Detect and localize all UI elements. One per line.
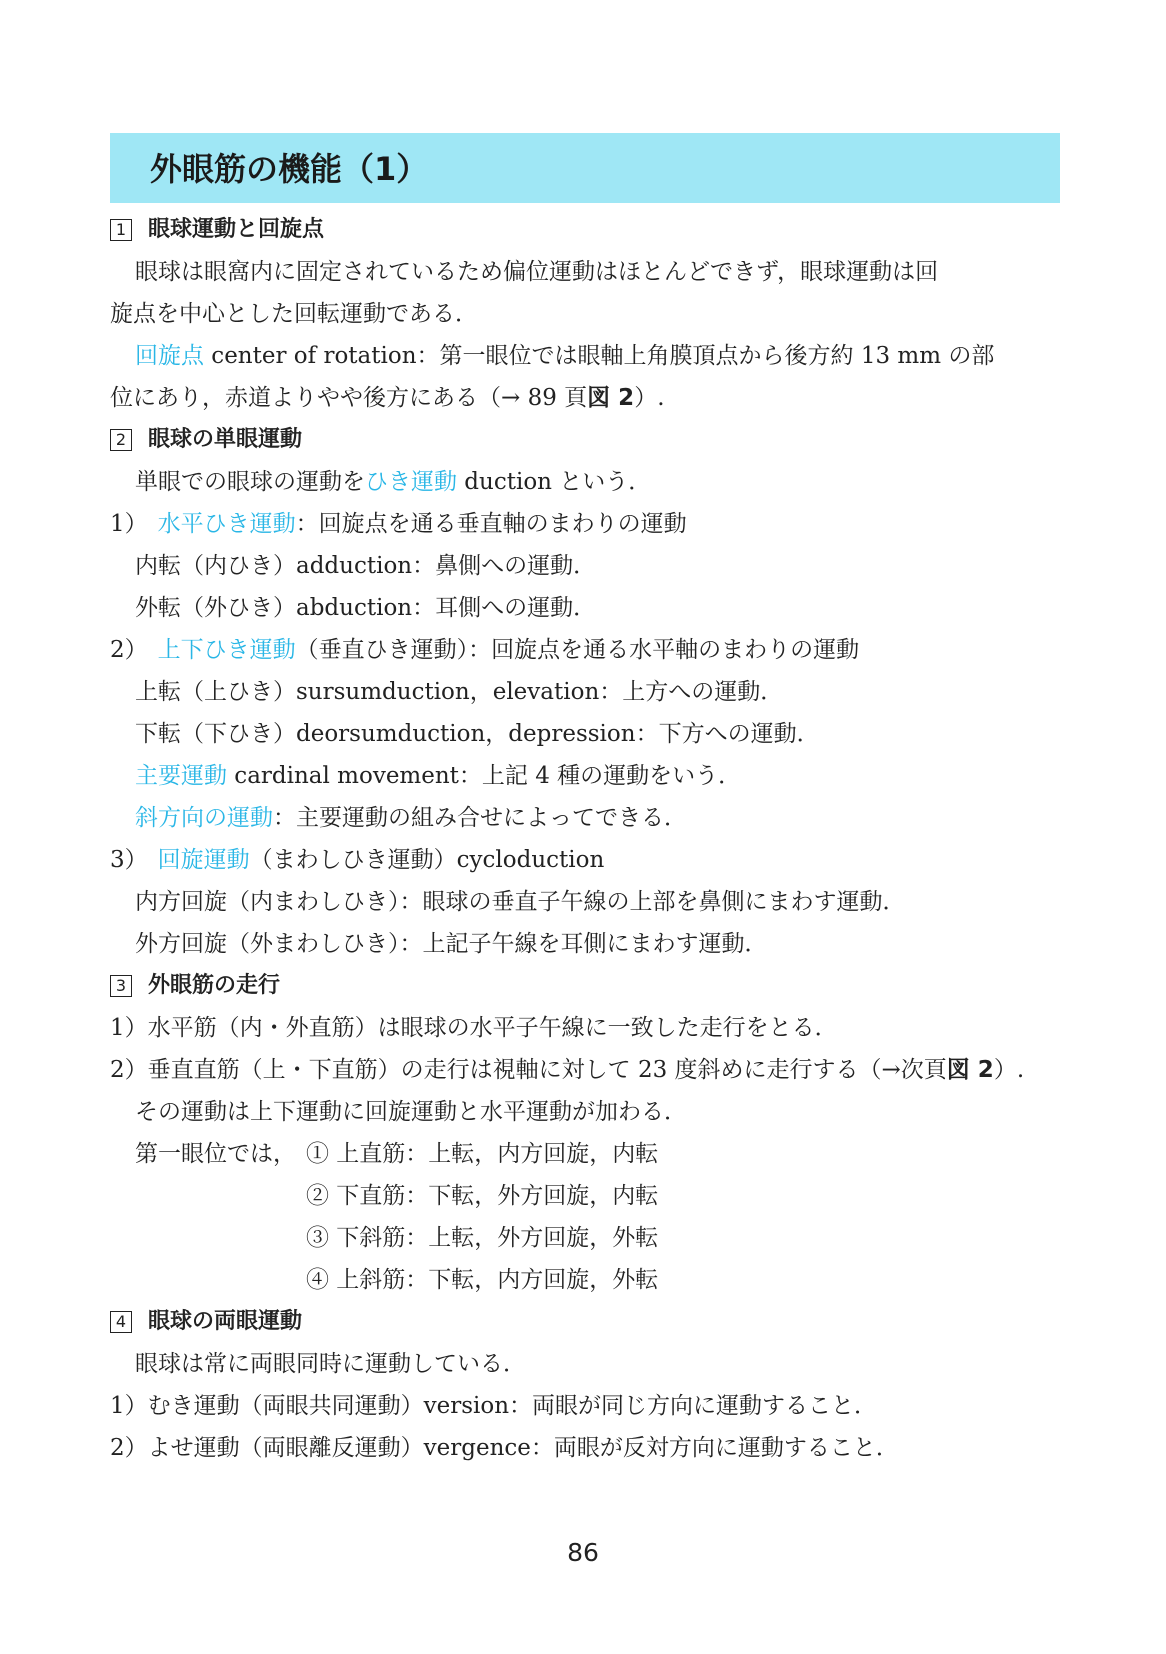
paragraph-line: 下転（下ひき）deorsumduction，depression：下方への運動． (135, 721, 820, 747)
muscle-line: ③ 下斜筋：上転，外方回旋，外転 (306, 1225, 659, 1251)
section-heading-text: 眼球の両眼運動 (148, 1309, 303, 1334)
term-highlight: 斜方向の運動 (135, 805, 273, 831)
paragraph-line: 眼球は常に両眼同時に運動している． (135, 1351, 526, 1377)
paragraph-line: 外転（外ひき）abduction：耳側への運動． (135, 595, 597, 621)
item-number: 3） (110, 847, 148, 873)
section-heading-text: 外眼筋の走行 (148, 973, 281, 998)
paragraph-line: 旋点を中心とした回転運動である． (110, 301, 478, 327)
muscle-line: ④ 上斜筋：下転，内方回旋，外転 (306, 1267, 659, 1293)
paragraph-line: 内方回旋（内まわしひき）：眼球の垂直子午線の上部を鼻側にまわす運動． (135, 889, 906, 915)
paragraph-line: 第一眼位では， (135, 1141, 296, 1167)
term-highlight: 水平ひき運動 (157, 511, 296, 537)
list-item (110, 1053, 1024, 1087)
figure-ref: 図 2 (587, 385, 635, 411)
text-span: ：主要運動の組み合せによってできる． (273, 805, 687, 831)
muscle-line: ① 上直筋：上転，内方回旋，内転 (306, 1141, 659, 1167)
muscle-line: ② 下直筋：下転，外方回旋，内転 (306, 1183, 659, 1209)
paragraph-line: 眼球は眼窩内に固定されているため偏位運動はほとんどできず，眼球運動は回 (135, 259, 939, 285)
term-highlight: 上下ひき運動 (157, 637, 296, 663)
text-span: center of rotation：第一眼位では眼軸上角膜頂点から後方約 13 mm の部 (204, 343, 995, 369)
paragraph-line (135, 465, 651, 499)
list-item: 1）むき運動（両眼共同運動）version：両眼が同じ方向に運動すること． (110, 1393, 878, 1419)
list-item (110, 633, 859, 667)
text-span: （垂直ひき運動）：回旋点を通る水平軸のまわりの運動 (295, 637, 860, 663)
text-span: ）. (993, 1057, 1025, 1083)
term-highlight: 回旋運動 (157, 847, 250, 873)
item-number: 2） (110, 637, 148, 663)
term-highlight: 回旋点 (135, 343, 204, 369)
text-span: （まわしひき運動）cycloduction (249, 847, 605, 873)
text-span: 位にあり，赤道よりやや後方にある（→ 89 頁 (110, 385, 588, 411)
figure-ref: 図 2 (946, 1057, 994, 1083)
text-span: duction という． (457, 469, 652, 495)
section-heading-text: 眼球の単眼運動 (148, 427, 303, 452)
paragraph-line (110, 381, 665, 415)
section-number-box: 4 (110, 1311, 132, 1333)
paragraph-line (135, 339, 994, 373)
paragraph-line: 内転（内ひき）adduction：鼻側への運動． (135, 553, 597, 579)
section-heading-text: 眼球運動と回旋点 (148, 217, 325, 242)
section-number-box: 2 (110, 429, 132, 451)
section-2-heading (110, 423, 302, 457)
page-title: 外眼筋の機能（1） (150, 150, 429, 188)
text-span: ）. (634, 385, 665, 411)
page-number: 86 (567, 1538, 599, 1567)
section-number-box: 3 (110, 975, 132, 997)
term-highlight: ひき運動 (365, 469, 457, 495)
section-4-heading (110, 1305, 302, 1339)
section-3-heading (110, 969, 280, 1003)
paragraph-line (135, 759, 741, 793)
text-span: 2）垂直直筋（上・下直筋）の走行は視軸に対して 23 度斜めに走行する（→次頁 (110, 1057, 947, 1083)
text-span: 単眼での眼球の運動を (135, 469, 365, 495)
text-span: cardinal movement：上記 4 種の運動をいう． (227, 763, 742, 789)
term-highlight: 主要運動 (135, 763, 227, 789)
text-span: ：回旋点を通る垂直軸のまわりの運動 (295, 511, 687, 537)
section-1-heading (110, 213, 324, 247)
paragraph-line: 外方回旋（外まわしひき）：上記子午線を耳側にまわす運動． (135, 931, 768, 957)
list-item (110, 507, 687, 541)
list-item (110, 843, 604, 877)
section-number-box: 1 (110, 219, 132, 241)
list-item: 1）水平筋（内・外直筋）は眼球の水平子午線に一致した走行をとる． (110, 1015, 838, 1041)
item-number: 1） (110, 511, 148, 537)
list-item: 2）よせ運動（両眼離反運動）vergence：両眼が反対方向に運動すること． (110, 1435, 899, 1461)
paragraph-line (135, 801, 687, 835)
paragraph-line: その運動は上下運動に回旋運動と水平運動が加わる． (135, 1099, 687, 1125)
paragraph-line: 上転（上ひき）sursumduction，elevation：上方への運動． (135, 679, 784, 705)
title-bar (110, 133, 1060, 203)
